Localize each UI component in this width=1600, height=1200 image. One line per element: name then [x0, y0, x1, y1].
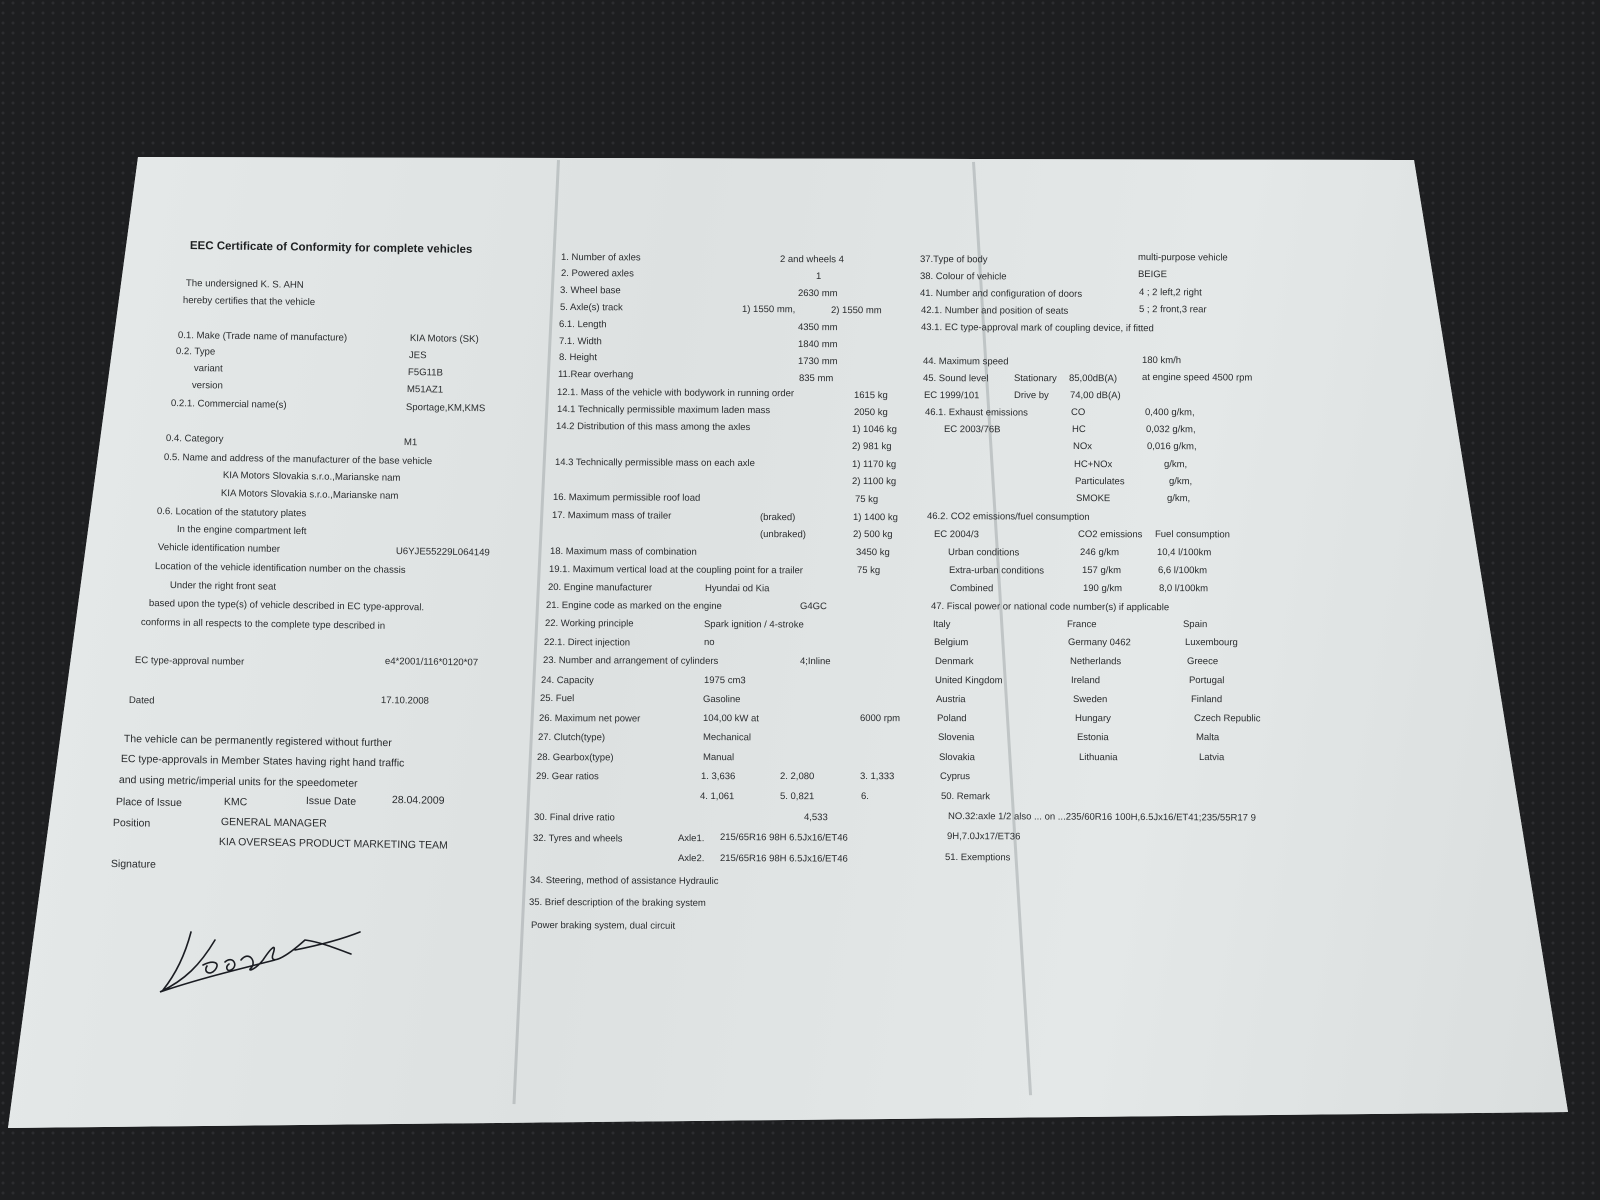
conforms-text: conforms in all respects to the complete type described in [140, 617, 386, 632]
country: Malta [1195, 732, 1220, 744]
vertical-load-label: 19.1. Maximum vertical load at the coupling point for a trailer [548, 564, 803, 577]
gear-ratio-4: 4. 1,061 [699, 791, 735, 803]
sound-ec: EC 1999/101 [923, 390, 980, 402]
make-value: KIA Motors (SK) [409, 333, 479, 346]
gear-ratio-6: 6. [860, 791, 869, 803]
commercial-name-value: Sportage,KM,KMS [405, 402, 486, 415]
country: Slovenia [937, 732, 975, 744]
remark-line-2: 9H,7.0Jx17/ET36 [946, 831, 1021, 843]
net-power-label: 26. Maximum net power [538, 713, 641, 725]
gear-ratio-3: 3. 1,333 [859, 771, 895, 783]
vin-label: Vehicle identification number [157, 542, 281, 555]
based-upon-text: based upon the type(s) of vehicle described in EC type-approval. [148, 598, 425, 614]
gear-ratios-label: 29. Gear ratios [535, 771, 599, 783]
laden-mass-label: 14.1 Technically permissible maximum laden mass [556, 404, 771, 417]
document-title: EEC Certificate of Conformity for complete vehicles [189, 240, 473, 256]
issue-date-label: Issue Date [305, 795, 357, 808]
country: Denmark [934, 656, 974, 668]
clutch-label: 27. Clutch(type) [537, 732, 606, 744]
trailer-braked-value: 1) 1400 kg [852, 512, 898, 524]
fuel-value: Gasoline [702, 694, 741, 706]
extra-urban-co2: 157 g/km [1081, 565, 1122, 577]
braking-label: 35. Brief description of the braking system [528, 897, 706, 909]
make-label: 0.1. Make (Trade name of manufacture) [177, 330, 348, 344]
trailer-braked-label: (braked) [759, 512, 796, 524]
length-label: 6.1. Length [558, 319, 607, 331]
vin-value: U6YJE55229L064149 [395, 546, 490, 559]
exhaust-smoke-value: g/km, [1166, 493, 1191, 505]
tyres-axle1-value: 215/65R16 98H 6.5Jx16/ET46 [719, 832, 848, 844]
handwritten-signature [155, 920, 375, 1010]
axles-label: 1. Number of axles [560, 252, 641, 264]
exhaust-particulates-label: Particulates [1074, 476, 1125, 488]
mass-distribution-value-2: 2) 981 kg [851, 441, 892, 453]
version-label: version [191, 380, 223, 392]
width-label: 7.1. Width [558, 336, 602, 348]
urban-fuel: 10,4 l/100km [1156, 547, 1212, 559]
country: Portugal [1188, 675, 1225, 687]
combination-mass-label: 18. Maximum mass of combination [549, 546, 697, 558]
axle-track-value-1: 1) 1550 mm, [741, 304, 796, 316]
axle-mass-value-2: 2) 1100 kg [851, 476, 897, 488]
version-value: M51AZ1 [406, 384, 444, 396]
place-of-issue-label: Place of Issue [115, 796, 182, 810]
wheel-base-label: 3. Wheel base [559, 285, 621, 297]
signature-label: Signature [110, 858, 156, 871]
team-text: KIA OVERSEAS PRODUCT MARKETING TEAM [218, 836, 448, 852]
exhaust-label: 46.1. Exhaust emissions [924, 407, 1028, 419]
colour-label: 38. Colour of vehicle [919, 271, 1007, 283]
final-drive-value: 4,533 [803, 812, 828, 824]
mass-distribution-value-1: 1) 1046 kg [851, 424, 897, 436]
body-type-value: multi-purpose vehicle [1137, 252, 1228, 264]
seats-label: 42.1. Number and position of seats [920, 305, 1069, 317]
extra-urban-fuel: 6,6 l/100km [1157, 565, 1208, 577]
country: Poland [936, 713, 967, 725]
fiscal-power-label: 47. Fiscal power or national code number(s) if applicable [930, 601, 1170, 614]
category-value: M1 [403, 437, 418, 449]
country: Ireland [1070, 675, 1101, 687]
length-value: 4350 mm [797, 322, 838, 334]
country: Slovakia [938, 752, 975, 764]
tyres-axle1-label: Axle1. [677, 833, 705, 845]
country: Hungary [1074, 713, 1111, 725]
axle-track-value-2: 2) 1550 mm [830, 305, 882, 317]
place-of-issue-value: KMC [223, 796, 248, 809]
country: United Kingdom [934, 675, 1003, 687]
country: Sweden [1072, 694, 1108, 706]
issue-date-value: 28.04.2009 [391, 794, 445, 807]
max-speed-label: 44. Maximum speed [922, 356, 1009, 368]
manufacturer-address-1: KIA Motors Slovakia s.r.o.,Marianske nam [222, 470, 401, 484]
doors-value: 4 ; 2 left,2 right [1138, 287, 1202, 299]
running-mass-value: 1615 kg [853, 390, 888, 402]
country: Spain [1182, 619, 1208, 631]
combined-label: Combined [949, 583, 994, 595]
width-value: 1840 mm [797, 339, 838, 351]
exhaust-nox-label: NOx [1072, 441, 1092, 453]
country: France [1066, 619, 1097, 631]
position-label: Position [112, 817, 151, 830]
engine-speed-text: at engine speed 4500 rpm [1141, 372, 1253, 384]
doors-label: 41. Number and configuration of doors [919, 288, 1083, 300]
type-value: JES [408, 350, 427, 362]
position-value: GENERAL MANAGER [220, 816, 327, 830]
gearbox-label: 28. Gearbox(type) [536, 752, 614, 764]
manufacturer-address-2: KIA Motors Slovakia s.r.o.,Marianske nam [220, 488, 399, 502]
country: Netherlands [1069, 656, 1122, 668]
steering-text: 34. Steering, method of assistance Hydraulic [529, 875, 719, 887]
axles-value: 2 and wheels 4 [779, 254, 844, 266]
registration-text-1: The vehicle can be permanently registered without further [123, 733, 392, 750]
stationary-label: Stationary [1013, 373, 1057, 385]
co2-header-fuel: Fuel consumption [1154, 529, 1230, 541]
laden-mass-value: 2050 kg [853, 407, 888, 419]
country: Czech Republic [1193, 713, 1261, 725]
combined-co2: 190 g/km [1082, 583, 1123, 595]
gear-ratio-5: 5. 0,821 [779, 791, 815, 803]
drive-by-label: Drive by [1013, 390, 1049, 402]
rear-overhang-label: 11.Rear overhang [557, 369, 634, 381]
direct-injection-label: 22.1. Direct injection [543, 637, 631, 649]
mass-distribution-label: 14.2 Distribution of this mass among the axles [555, 421, 751, 434]
co2-ec: EC 2004/3 [933, 529, 979, 541]
powered-axles-value: 1 [815, 271, 822, 283]
extra-urban-label: Extra-urban conditions [948, 565, 1045, 577]
registration-text-3: and using metric/imperial units for the speedometer [118, 774, 358, 790]
exhaust-smoke-label: SMOKE [1075, 493, 1111, 505]
net-power-rpm: 6000 rpm [859, 713, 901, 725]
engine-manufacturer-value: Hyundai od Kia [704, 583, 770, 595]
tyres-axle2-value: 215/65R16 98H 6.5Jx16/ET46 [719, 853, 848, 865]
colour-value: BEIGE [1137, 269, 1168, 281]
country: Austria [935, 694, 966, 706]
stationary-value: 85,00dB(A) [1068, 373, 1118, 385]
plates-label: 0.6. Location of the statutory plates [156, 506, 307, 520]
exhaust-ec: EC 2003/76B [943, 424, 1001, 436]
working-principle-label: 22. Working principle [544, 618, 634, 630]
country: Germany 0462 [1067, 637, 1131, 649]
country: Estonia [1076, 732, 1109, 744]
variant-value: F5G11B [407, 367, 444, 379]
vertical-load-value: 75 kg [856, 565, 881, 577]
trailer-unbraked-value: 2) 500 kg [852, 529, 893, 541]
body-type-label: 37.Type of body [919, 254, 988, 266]
trailer-mass-label: 17. Maximum mass of trailer [551, 510, 672, 522]
certifies-text: hereby certifies that the vehicle [182, 295, 316, 309]
tyres-label: 32. Tyres and wheels [532, 833, 623, 845]
approval-number-value: e4*2001/116*0120*07 [384, 656, 479, 669]
country: Belgium [933, 637, 969, 649]
engine-code-value: G4GC [799, 601, 827, 613]
remark-label: 50. Remark [940, 791, 991, 803]
country: Cyprus [939, 771, 971, 783]
commercial-name-label: 0.2.1. Commercial name(s) [170, 398, 287, 411]
tyres-axle2-label: Axle2. [677, 853, 705, 865]
undersigned-text: The undersigned K. S. AHN [185, 278, 304, 291]
fuel-label: 25. Fuel [539, 693, 575, 705]
braking-value: Power braking system, dual circuit [530, 920, 676, 932]
engine-manufacturer-label: 20. Engine manufacturer [547, 582, 653, 594]
country: Finland [1190, 694, 1223, 706]
country: Lithuania [1078, 752, 1118, 764]
country: Greece [1186, 656, 1219, 668]
sound-level-label: 45. Sound level [922, 373, 989, 385]
dated-label: Dated [128, 695, 155, 707]
seats-value: 5 ; 2 front,3 rear [1138, 304, 1207, 316]
capacity-value: 1975 cm3 [703, 675, 746, 687]
urban-label: Urban conditions [947, 547, 1020, 559]
exhaust-hc-value: 0,032 g/km, [1145, 424, 1196, 436]
country: Italy [932, 619, 951, 631]
remark-line-1: NO.32:axle 1/2 also ... on ...235/60R16 100H,6.5Jx16/ET41;235/55R17 9 [947, 811, 1256, 824]
exemptions-label: 51. Exemptions [944, 852, 1011, 864]
drive-by-value: 74,00 dB(A) [1069, 390, 1121, 402]
vin-location-label: Location of the vehicle identification number on the chassis [154, 561, 406, 576]
exhaust-co-value: 0,400 g/km, [1144, 407, 1195, 419]
gear-ratio-1: 1. 3,636 [700, 771, 736, 783]
running-mass-label: 12.1. Mass of the vehicle with bodywork in running order [556, 387, 795, 400]
engine-code-label: 21. Engine code as marked on the engine [545, 600, 722, 612]
direct-injection-value: no [703, 637, 715, 649]
combined-fuel: 8,0 l/100km [1158, 583, 1209, 595]
height-label: 8. Height [558, 352, 598, 364]
variant-label: variant [193, 363, 223, 375]
exhaust-nox-value: 0,016 g/km, [1146, 441, 1197, 453]
gearbox-value: Manual [702, 752, 735, 764]
roof-load-value: 75 kg [854, 494, 879, 506]
cylinders-value: 4;Inline [799, 656, 831, 668]
co2-label: 46.2. CO2 emissions/fuel consumption [926, 511, 1090, 523]
wheel-base-value: 2630 mm [797, 288, 838, 300]
clutch-value: Mechanical [702, 732, 752, 744]
powered-axles-label: 2. Powered axles [560, 268, 634, 280]
exhaust-hc-label: HC [1071, 424, 1086, 436]
trailer-unbraked-label: (unbraked) [759, 529, 806, 541]
registration-text-2: EC type-approvals in Member States having right hand traffic [120, 753, 405, 770]
combination-mass-value: 3450 kg [855, 547, 890, 559]
axle-mass-value-1: 1) 1170 kg [851, 459, 897, 471]
type-label: 0.2. Type [175, 346, 216, 358]
net-power-value: 104,00 kW at [702, 713, 759, 725]
capacity-label: 24. Capacity [540, 675, 594, 687]
exhaust-hcnox-label: HC+NOx [1073, 459, 1113, 471]
exhaust-co-label: CO [1070, 407, 1086, 419]
axle-track-label: 5. Axle(s) track [559, 302, 623, 314]
roof-load-label: 16. Maximum permissible roof load [552, 492, 701, 504]
exhaust-particulates-value: g/km, [1168, 476, 1193, 488]
max-speed-value: 180 km/h [1141, 355, 1182, 367]
rear-overhang-value: 835 mm [798, 373, 834, 385]
working-principle-value: Spark ignition / 4-stroke [703, 619, 804, 631]
coupling-label: 43.1. EC type-approval mark of coupling device, if fitted [920, 322, 1154, 335]
final-drive-label: 30. Final drive ratio [533, 812, 615, 824]
manufacturer-label: 0.5. Name and address of the manufacturer of the base vehicle [163, 452, 433, 468]
vin-location-value: Under the right front seat [169, 580, 277, 593]
axle-mass-label: 14.3 Technically permissible mass on each axle [554, 457, 755, 470]
urban-co2: 246 g/km [1079, 547, 1120, 559]
co2-header-emissions: CO2 emissions [1077, 529, 1143, 541]
cylinders-label: 23. Number and arrangement of cylinders [542, 655, 719, 667]
height-value: 1730 mm [797, 356, 838, 368]
exhaust-hcnox-value: g/km, [1163, 459, 1188, 471]
dated-value: 17.10.2008 [380, 695, 430, 707]
gear-ratio-2: 2. 2,080 [779, 771, 815, 783]
category-label: 0.4. Category [165, 433, 224, 445]
approval-number-label: EC type-approval number [134, 655, 245, 668]
country: Latvia [1198, 752, 1225, 764]
country: Luxembourg [1184, 637, 1238, 649]
plates-value: In the engine compartment left [176, 524, 307, 538]
